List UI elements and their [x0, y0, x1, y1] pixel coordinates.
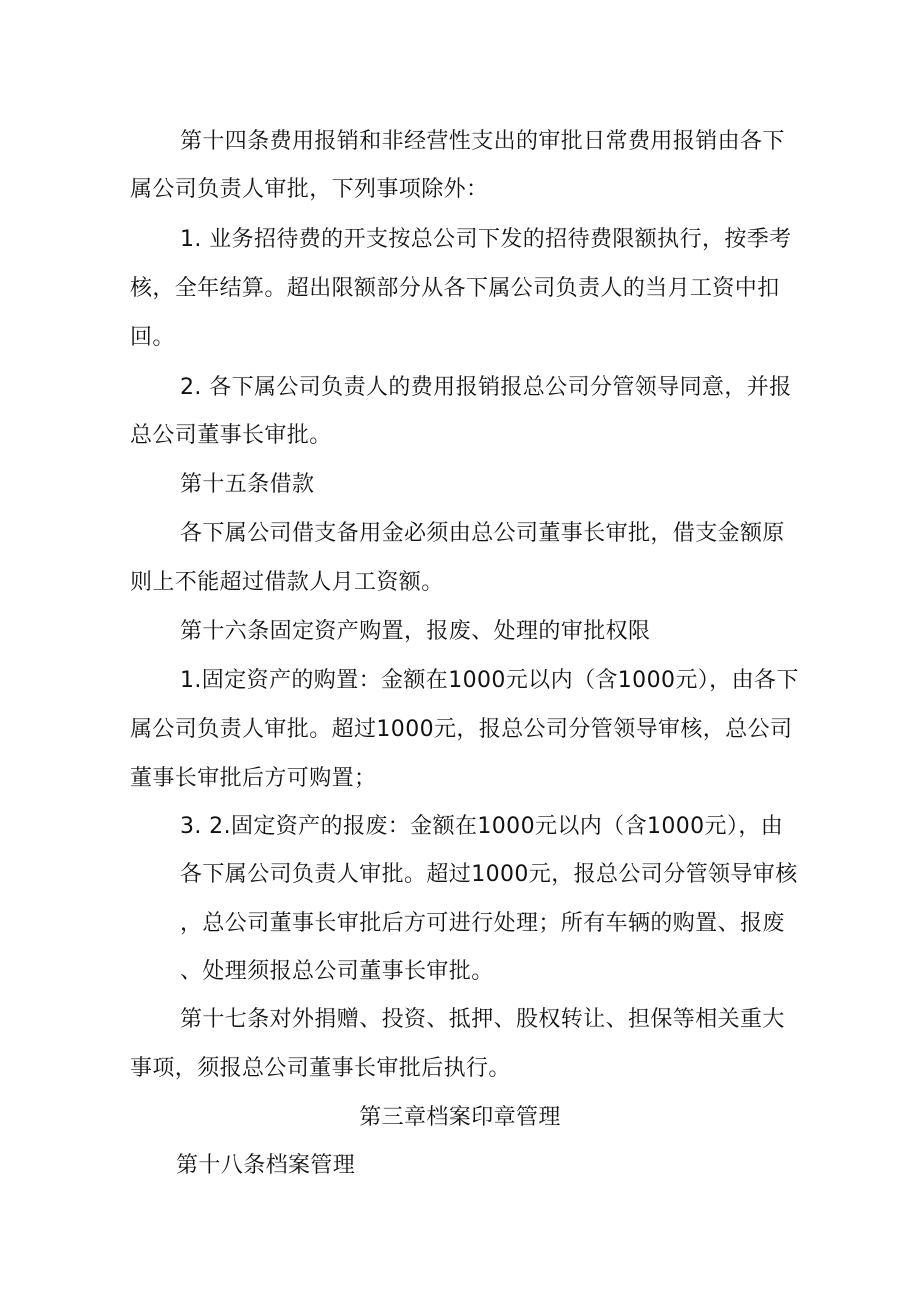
- article-14-item-1: 1. 业务招待费的开支按总公司下发的招待费限额执行，按季考: [180, 227, 792, 252]
- article-17-heading: 第十七条对外捐赠、投资、抵押、股权转让、担保等相关重大: [180, 1007, 785, 1032]
- article-14-item-2-cont: 总公司董事长审批。: [130, 423, 332, 448]
- article-14-continuation: 属公司负责人审批，下列事项除外：: [130, 177, 489, 202]
- article-16-item-1-end: 董事长审批后方可购置；: [130, 766, 377, 791]
- article-18-heading: 第十八条档案管理: [176, 1153, 356, 1178]
- article-16-heading: 第十六条固定资产购置，报废、处理的审批权限: [180, 619, 651, 644]
- article-16-item-1: 1.固定资产的购置：金额在1000元以内（含1000元），由各下: [180, 668, 799, 693]
- article-16-item-1-cont: 属公司负责人审批。超过1000元，报总公司分管领导审核，总公司: [130, 717, 793, 742]
- article-17-cont: 事项，须报总公司董事长审批后执行。: [130, 1056, 511, 1081]
- article-15-heading: 第十五条借款: [180, 472, 315, 497]
- article-16-item-2: 3. 2.固定资产的报废：金额在1000元以内（含1000元），由: [180, 814, 784, 839]
- article-16-item-2-cont: 各下属公司负责人审批。超过1000元，报总公司分管领导审核: [180, 862, 798, 887]
- chapter-3-title: 第三章档案印章管理: [359, 1105, 561, 1130]
- article-14-item-1-cont: 核，全年结算。超出限额部分从各下属公司负责人的当月工资中扣: [130, 276, 780, 301]
- article-15-body: 各下属公司借支备用金必须由总公司董事长审批，借支金额原: [180, 521, 785, 546]
- article-16-item-2-cont2: ，总公司董事长审批后方可进行处理；所有车辆的购置、报废: [180, 911, 785, 936]
- article-15-body-cont: 则上不能超过借款人月工资额。: [130, 570, 444, 595]
- article-14-item-2: 2. 各下属公司负责人的费用报销报总公司分管领导同意，并报: [180, 375, 792, 400]
- article-14-heading: 第十四条费用报销和非经营性支出的审批日常费用报销由各下: [180, 129, 785, 154]
- article-14-item-1-end: 回。: [130, 325, 175, 350]
- article-16-item-2-end: 、处理须报总公司董事长审批。: [180, 959, 494, 984]
